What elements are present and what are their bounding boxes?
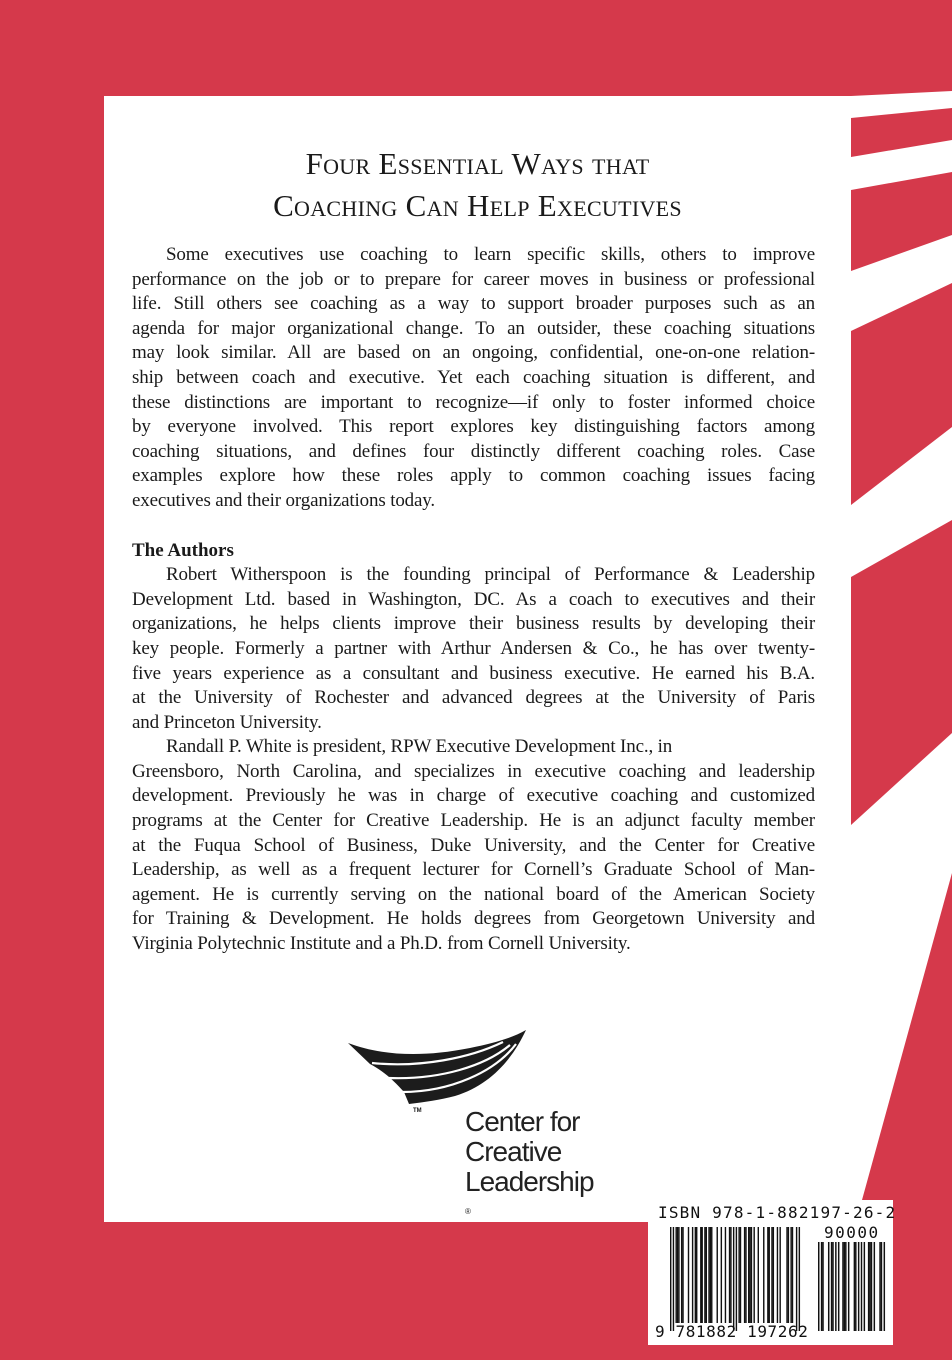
text-line: programs at the Center for Creative Leadership. He is an adjunct faculty member bbox=[132, 810, 815, 832]
barcode-bar bbox=[711, 1227, 712, 1323]
text-line: Virginia Polytechnic Institute and a Ph.D. from Cornell University. bbox=[132, 933, 631, 955]
barcode-bar bbox=[736, 1227, 737, 1331]
intro-paragraph bbox=[132, 243, 815, 514]
addon-bar bbox=[821, 1242, 822, 1331]
addon-bar bbox=[874, 1242, 875, 1331]
barcode-bar bbox=[696, 1227, 697, 1323]
addon-bar bbox=[835, 1242, 836, 1331]
addon-bar bbox=[828, 1242, 829, 1331]
barcode-bar bbox=[738, 1227, 739, 1323]
barcode-bar bbox=[790, 1227, 791, 1323]
barcode-bar bbox=[725, 1227, 726, 1323]
addon-bar bbox=[842, 1242, 843, 1331]
addon-bar bbox=[822, 1242, 823, 1331]
logo-line: Center for bbox=[465, 1106, 580, 1137]
barcode-bar bbox=[730, 1227, 731, 1323]
text-line: performance on the job or to prepare for career moves in business or professional bbox=[132, 268, 815, 290]
text-line: examples explore how these roles apply to common coaching issues facing bbox=[132, 465, 815, 487]
text-line: Robert Witherspoon is the founding principal of Performance & Leadership bbox=[166, 564, 815, 586]
barcode-bar bbox=[695, 1227, 696, 1323]
barcode-bar bbox=[678, 1227, 679, 1323]
addon-bar bbox=[868, 1242, 869, 1331]
text-line: Development Ltd. based in Washington, DC. As a coach to executives and their bbox=[132, 588, 815, 610]
text-line: may look similar. All are based on an ongoing, confidential, one-on-one relation- bbox=[132, 342, 815, 364]
addon-bar bbox=[832, 1242, 833, 1331]
author-bio-white bbox=[132, 735, 815, 956]
barcode-bar bbox=[769, 1227, 770, 1323]
text-line: ship between coach and executive. Yet each coaching situation is different, and bbox=[132, 366, 815, 388]
trademark-mark: TM bbox=[413, 1108, 422, 1114]
barcode-bar bbox=[779, 1227, 780, 1323]
addon-bar bbox=[848, 1242, 849, 1331]
authors-heading: The Authors bbox=[132, 539, 234, 561]
barcode-bar bbox=[792, 1227, 793, 1323]
text-line: and Princeton University. bbox=[132, 711, 322, 733]
text-line: for Training & Development. He holds degrees from Georgetown University and bbox=[132, 908, 815, 930]
logo-line: Creative bbox=[465, 1136, 562, 1167]
addon-bar bbox=[854, 1242, 855, 1331]
barcode-bar bbox=[748, 1227, 749, 1323]
text-line: at the Fuqua School of Business, Duke University, and the Center for Creative bbox=[132, 834, 815, 856]
barcode-bar bbox=[788, 1227, 789, 1323]
text-line: at the University of Rochester and advanced degrees at the University of Paris bbox=[132, 687, 815, 709]
barcode-bar bbox=[677, 1227, 678, 1323]
barcode-bar bbox=[675, 1227, 676, 1323]
text-line: development. Previously he was in charge of executive coaching and customized bbox=[132, 785, 815, 807]
text-line: agement. He is currently serving on the national board of the American Society bbox=[132, 883, 815, 905]
barcode-bar bbox=[777, 1227, 778, 1323]
barcode-bar bbox=[740, 1227, 741, 1323]
barcode-bar bbox=[758, 1227, 759, 1323]
text-line: Greensboro, North Carolina, and specializes in executive coaching and leadership bbox=[132, 760, 815, 782]
barcode-bar bbox=[701, 1227, 702, 1323]
barcode-bar bbox=[688, 1227, 689, 1323]
barcode-bar bbox=[704, 1227, 705, 1323]
barcode-bar bbox=[773, 1227, 774, 1323]
ean-number: 9 781882 197262 bbox=[655, 1322, 809, 1341]
text-line: executives and their organizations today. bbox=[132, 489, 436, 511]
text-line: five years experience as a consultant and business executive. He earned his B.A. bbox=[132, 662, 815, 684]
title-line: Coaching Can Help Executives bbox=[273, 188, 682, 223]
barcode-bar bbox=[721, 1227, 722, 1323]
registered-mark: ® bbox=[465, 1207, 471, 1216]
ccl-logo-wordmark bbox=[465, 1107, 594, 1227]
barcode-bar bbox=[799, 1227, 800, 1331]
barcode-bar bbox=[673, 1227, 674, 1331]
addon-bar bbox=[831, 1242, 832, 1331]
title-line: Four Essential Ways that bbox=[305, 146, 650, 181]
barcode-bar bbox=[729, 1227, 730, 1323]
barcode-bar bbox=[682, 1227, 683, 1323]
barcode-bar bbox=[771, 1227, 772, 1323]
barcode-bar bbox=[767, 1227, 768, 1323]
barcode-bar bbox=[700, 1227, 701, 1323]
addon-bar bbox=[884, 1242, 885, 1331]
barcode-bar bbox=[733, 1227, 734, 1331]
barcode-bar bbox=[749, 1227, 750, 1323]
addon-bar bbox=[844, 1242, 845, 1331]
addon-bar bbox=[838, 1242, 839, 1331]
barcode-bar bbox=[786, 1227, 787, 1323]
barcode-bar bbox=[717, 1227, 718, 1323]
logo-line: Leadership bbox=[465, 1166, 594, 1197]
text-line: coaching situations, and defines four distinctly different coaching roles. Case bbox=[132, 440, 815, 462]
author-bio-witherspoon bbox=[132, 563, 815, 735]
barcode-bar bbox=[681, 1227, 682, 1323]
text-line: Randall P. White is president, RPW Executive Development Inc., in bbox=[166, 736, 673, 758]
barcode-bar bbox=[670, 1227, 671, 1331]
text-line: agenda for major organizational change. To an outsider, these coaching situations bbox=[132, 317, 815, 339]
addon-bar bbox=[855, 1242, 856, 1331]
addon-bar bbox=[864, 1242, 865, 1331]
barcode-bar bbox=[751, 1227, 752, 1323]
addon-bar bbox=[818, 1242, 819, 1331]
text-line: Leadership, as well as a frequent lecturer for Cornell’s Graduate School of Man- bbox=[132, 859, 815, 881]
barcode-bar bbox=[745, 1227, 746, 1323]
barcode-bar bbox=[692, 1227, 693, 1323]
text-line: these distinctions are important to recognize—if only to foster informed choice bbox=[132, 391, 815, 413]
text-line: life. Still others see coaching as a way to support broader purposes such as an bbox=[132, 293, 815, 315]
barcode-bar bbox=[796, 1227, 797, 1331]
isbn-label: ISBN 978-1-882197-26-2 bbox=[658, 1203, 897, 1222]
addon-bar bbox=[879, 1242, 880, 1331]
addon-bar bbox=[861, 1242, 862, 1331]
body-text bbox=[132, 243, 815, 957]
text-line: key people. Formerly a partner with Arthur Andersen & Co., he has over twenty- bbox=[132, 637, 815, 659]
text-line: by everyone involved. This report explores key distinguishing factors among bbox=[132, 416, 815, 438]
text-line: Some executives use coaching to learn specific skills, others to improve bbox=[166, 244, 815, 265]
text-line: organizations, he helps clients improve their business results by developing their bbox=[132, 613, 815, 635]
addon-bar bbox=[858, 1242, 859, 1331]
addon-bar bbox=[871, 1242, 872, 1331]
barcode-bar bbox=[710, 1227, 711, 1323]
addon-bar bbox=[881, 1242, 882, 1331]
barcode-bar bbox=[706, 1227, 707, 1323]
barcode-bar bbox=[763, 1227, 764, 1323]
barcode-bar bbox=[744, 1227, 745, 1323]
price-addon-number: 90000 bbox=[824, 1223, 880, 1242]
barcode-bar bbox=[708, 1227, 709, 1323]
cover-title bbox=[104, 143, 851, 227]
barcode-bar bbox=[753, 1227, 754, 1323]
addon-bar bbox=[869, 1242, 870, 1331]
addon-bar bbox=[845, 1242, 846, 1331]
